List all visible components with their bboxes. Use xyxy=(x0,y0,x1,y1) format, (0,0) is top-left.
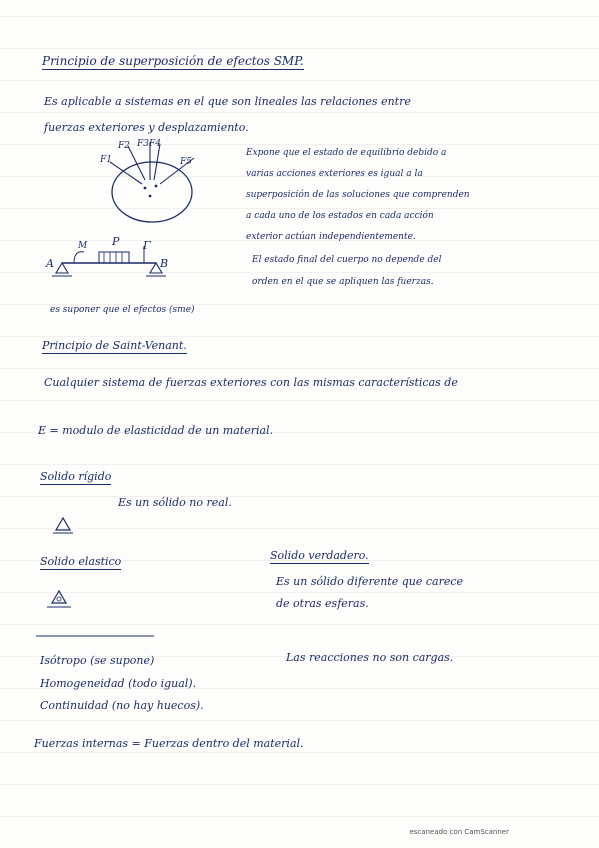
intro-line-1: Es aplicable a sistemas en el que son lineales las relaciones entre xyxy=(44,95,411,108)
beam-label-b: B xyxy=(160,257,169,270)
elasticity-definition: E = modulo de elasticidad de un material. xyxy=(38,424,274,437)
beam-label-m: M xyxy=(78,241,88,251)
separator-line xyxy=(36,634,156,638)
fixed-support-icon xyxy=(50,514,76,536)
fuerzas-internas: Fuerzas internas = Fuerzas dentro del material. xyxy=(34,737,304,750)
body-forces-diagram xyxy=(90,140,230,230)
property-continuidad: Continuidad (no hay huecos). xyxy=(40,699,204,712)
beam-label-a: A xyxy=(46,257,54,270)
force-label-5: F5 xyxy=(180,157,192,167)
saint-venant-heading: Principio de Saint-Venant. xyxy=(42,339,187,352)
property-isotropo: Isótropo (se supone) xyxy=(40,654,155,667)
saint-venant-text: Cualquier sistema de fuerzas exteriores con las mismas características de xyxy=(44,376,458,389)
solido-elastico-heading: Solido elastico xyxy=(40,555,122,568)
solido-verdadero-line-1: Es un sólido diferente que carece xyxy=(276,575,464,588)
beam-label-r: Γ xyxy=(143,239,151,252)
force-label-1: F1 xyxy=(100,155,112,165)
solido-verdadero-heading: Solido verdadero. xyxy=(270,549,369,562)
solido-rigido-heading: Solido rígido xyxy=(40,470,112,483)
force-label-3: F3 xyxy=(137,139,149,149)
force-label-2: F2 xyxy=(118,141,130,151)
estado-final-line-1: El estado final del cuerpo no depende del xyxy=(252,255,442,265)
intro-line-2: fuerzas exteriores y desplazamiento. xyxy=(44,121,249,134)
page-title: Principio de superposición de efectos SMP. xyxy=(42,54,304,68)
expone-line-5: exterior actúan independientemente. xyxy=(246,232,416,242)
solido-verdadero-line-2: de otras esferas. xyxy=(276,597,369,610)
elastic-support-icon xyxy=(44,588,74,612)
estado-final-line-2: orden en el que se apliquen las fuerzas. xyxy=(252,277,434,287)
scanner-footer: escaneado con CamScanner xyxy=(409,828,509,836)
reacciones-note: Las reacciones no son cargas. xyxy=(286,651,454,664)
expone-line-4: a cada uno de los estados en cada acción xyxy=(246,211,434,221)
beam-label-p: P xyxy=(112,235,120,248)
property-homogeneidad: Homogeneidad (todo igual). xyxy=(40,677,197,690)
solido-rigido-text: Es un sólido no real. xyxy=(118,496,232,509)
expone-line-3: superposición de las soluciones que comprenden xyxy=(246,190,470,200)
expone-line-2: varias acciones exteriores es igual a la xyxy=(246,169,423,179)
expone-line-1: Expone que el estado de equilibrio debido a xyxy=(246,148,447,158)
supone-note: es suponer que el efectos (sme) xyxy=(50,305,195,315)
force-label-4: F4 xyxy=(149,139,161,149)
